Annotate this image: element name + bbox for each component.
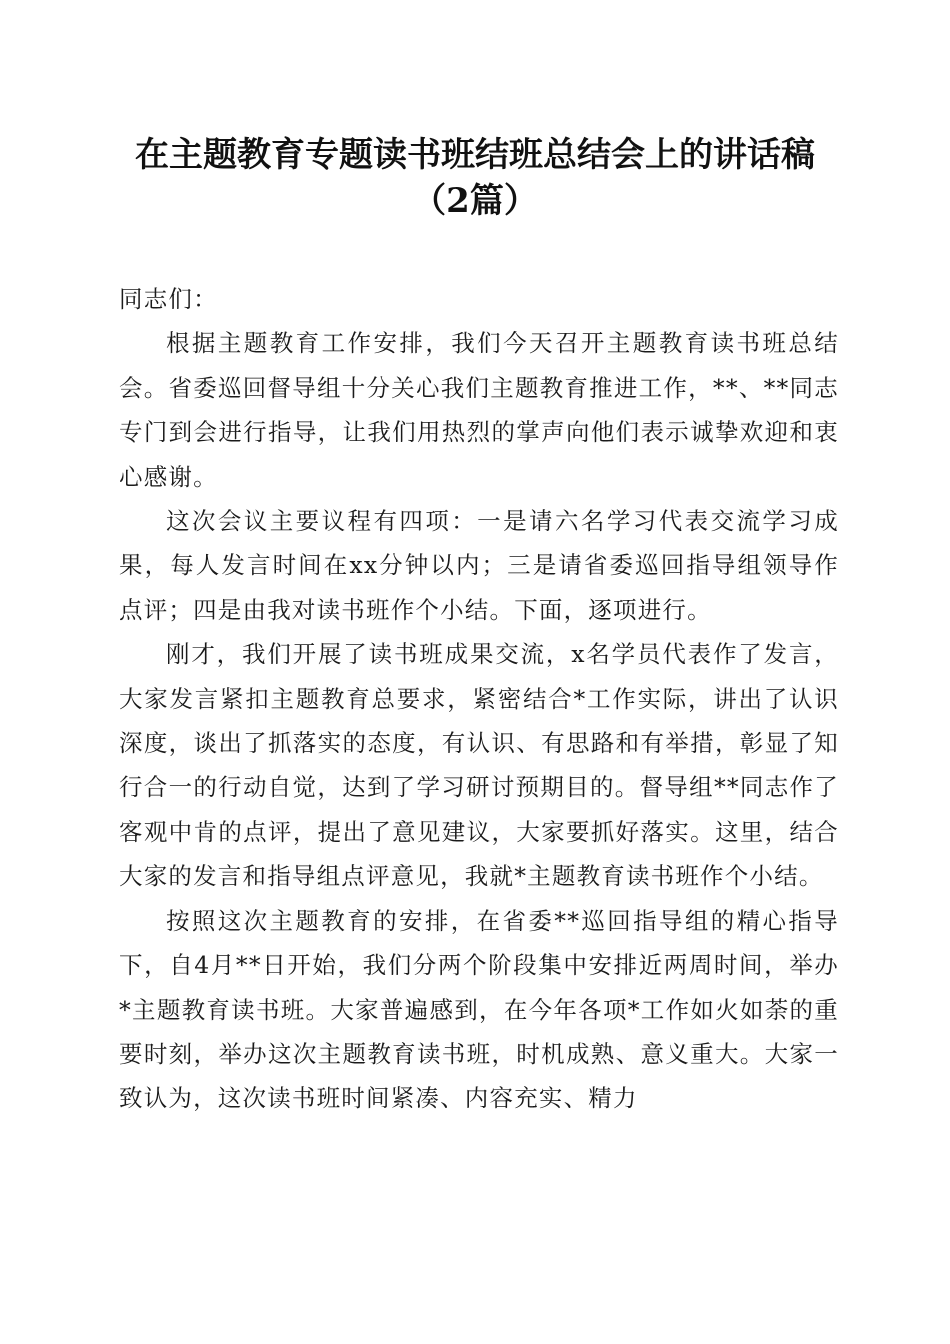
paragraph-3: 刚才，我们开展了读书班成果交流，x名学员代表作了发言，大家发言紧扣主题教育总要求，紧密结合*工作实际，讲出了认识深度，谈出了抓落实的态度，有认识、有思路和有举措，彰显了知行合一的行动自觉，达到了学习研讨预期目的。督导组**同志作了客观中肯的点评，提出了意见建议，大家要抓好落实。这里，结合大家的发言和指导组点评意见，我就*主题教育读书班作个小结。 bbox=[119, 640, 839, 891]
paragraph-2: 这次会议主要议程有四项：一是请六名学习代表交流学习成果，每人发言时间在xx分钟以内；三是请省委巡回指导组领导作点评；四是由我对读书班作个小结。下面，逐项进行。 bbox=[119, 507, 839, 624]
paragraph-1: 根据主题教育工作安排，我们今天召开主题教育读书班总结会。省委巡回督导组十分关心我们主题教育推进工作，**、**同志专门到会进行指导，让我们用热烈的掌声向他们表示诚挚欢迎和衷心感谢。 bbox=[119, 329, 839, 491]
greeting: 同志们： bbox=[119, 285, 218, 313]
paragraph-4: 按照这次主题教育的安排，在省委**巡回指导组的精心指导下，自4月**日开始，我们分两个阶段集中安排近两周时间，举办*主题教育读书班。大家普遍感到，在今年各项*工作如火如荼的重要时刻，举办这次主题教育读书班，时机成熟、意义重大。大家一致认为，这次读书班时间紧凑、内容充实、精力 bbox=[119, 906, 839, 1113]
title-line-1: 在主题教育专题读书班结班总结会上的讲话稿 bbox=[135, 135, 815, 175]
title-line-2: （2篇） bbox=[412, 181, 538, 221]
document-body bbox=[119, 277, 839, 1121]
document-title bbox=[100, 132, 850, 224]
